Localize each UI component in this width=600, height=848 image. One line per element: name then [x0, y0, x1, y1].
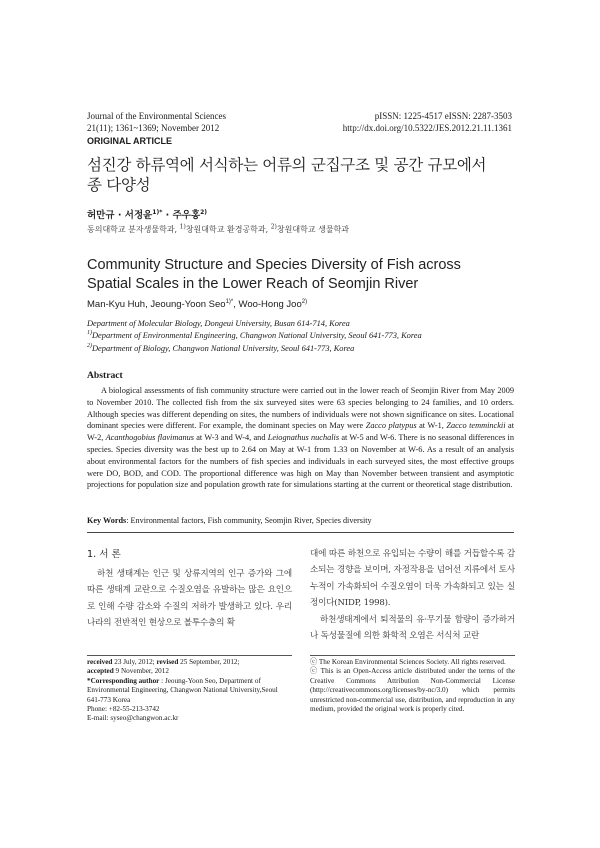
footnote-divider-left — [87, 655, 292, 656]
english-affil-2: Department of Biology, Changwon National University, Seoul 641-773, Korea — [92, 343, 355, 353]
korean-affil-1-sup: 1) — [179, 223, 186, 231]
korean-affiliations — [87, 224, 507, 235]
author-separator: · — [165, 210, 170, 221]
journal-header-left — [87, 111, 327, 134]
english-title — [87, 256, 517, 294]
author-separator: · — [117, 210, 122, 221]
korean-affil-1: 창원대학교 환경공학과, — [185, 225, 269, 234]
english-affil-2-sup: 2) — [87, 343, 92, 350]
species-name: Zacco platypus — [365, 421, 417, 431]
license-text: ⓒ This is an Open-Access article distributed under the terms of the Creative Commons Attribution Non-Commercial License (http://creativecommons.org/licenses/by-nc/3.0) which permits unrestricted non-commercial use, distribution, and reproduction in any medium, provided the original work is properly cited. — [310, 667, 515, 714]
english-author-3-sup: 2) — [301, 298, 308, 305]
species-name: Leiognathus nuchalis — [267, 433, 340, 443]
keywords-text: : Environmental factors, Fish community, Seomjin River, Species diversity — [126, 516, 372, 525]
phone: Phone: +82-55-213-3742 — [87, 705, 160, 714]
korean-title-line2: 종 다양성 — [87, 176, 151, 194]
korean-author-3: 주우홍 — [172, 210, 201, 221]
journal-header-right — [300, 111, 512, 134]
english-affil-1: Department of Environmental Engineering, Changwon National University, Seoul 641-773, Korea — [92, 331, 422, 341]
korean-affil-2: 창원대학교 생물학과 — [276, 225, 350, 234]
copyright-text: ⓒ The Korean Environmental Sciences Society. All rights reserved. — [310, 658, 506, 666]
abstract-body: A biological assessments of fish community structure were carried out in the lower reach of Seomjin River from May 2009 to November 2010. The collected fish from the six surveyed sites were 63 species belonging to 24 families, and 10 orders. Although species was different depending on sites, the numbers of individuals were not shown significance on sites. Locational dominant species were different. For example, the dominant species on May were Zacco platypus at W-1, Zacco temminckii at W-2, Acanthogobius flavimanus at W-3 and W-4, and Leiognathus nuchalis at W-5 and W-6. There is no seasonal differences in species. Species diversity was the best up to 2.64 on May at W-1 from 1.33 on November at W-6. As a result of an analysis about environmental factors for the numbers of fish species and individuals in each surveyed sites, the most effective groups were DO, BOD, and COD. The proportional difference was high on May than November between transient and asymptotic projections for population size and population growth rate for simulations starting at the current or theoretical stage distribution. — [87, 386, 515, 490]
species-name: Zacco temminckii — [446, 421, 506, 431]
english-title-line1: Community Structure and Species Diversity of Fish across — [87, 257, 461, 273]
footnote-left: received 23 July, 2012; revised 25 September, 2012; accepted 9 November, 2012 *Corresponding author : Jeoung-Yoon Seo, Department of Environmental Engineering, Changwon National University,Seoul 641-773 Korea Phone: +82-55-213-3742 E-mail: syseo@changwon.ac.kr — [87, 658, 292, 724]
korean-affil-0: 동의대학교 분자생물학과, — [87, 225, 178, 234]
article-type: ORIGINAL ARTICLE — [87, 136, 172, 146]
keywords-label: Key Words — [87, 516, 127, 525]
keywords — [87, 516, 517, 525]
abstract-divider — [87, 532, 514, 533]
intro-left-column: 하천 생태계는 인근 및 상류지역의 인구 증가와 그에 따른 생태계 교란으로 수질오염을 유발하는 많은 요인으로 인해 수량 감소와 수질의 저하가 발생하고 있다. 우리나라의 전반적인 현상으로 볼투수층의 확 — [87, 569, 292, 629]
korean-title — [87, 155, 517, 195]
species-name: Acanthogobius flavimanus — [105, 433, 195, 443]
corresponding-label: Corresponding author — [90, 676, 160, 685]
section-heading: 1. 서 론 — [87, 549, 121, 560]
journal-name: Journal of the Environmental Sciences — [87, 111, 226, 121]
korean-affil-2-sup: 2) — [270, 223, 277, 231]
footnote-right — [310, 658, 515, 714]
english-authors: Man-Kyu Huh, Jeoung-Yoon Seo$^{1)*}$, Woo-Hong Joo$^{2)}$ — [87, 298, 308, 310]
email[interactable]: E-mail: syseo@changwon.ac.kr — [87, 714, 179, 723]
english-author-1: Man-Kyu Huh, — [87, 299, 148, 310]
abstract-heading: Abstract — [87, 370, 123, 381]
korean-authors — [87, 207, 487, 221]
english-author-2: Jeoung-Yoon Seo — [150, 299, 226, 310]
intro-right-column: 대에 따른 하천으로 유입되는 수량이 해를 거듭할수록 감소되는 경향을 보이며, 자정작용을 넘어선 지류에서 토사누적이 가속화되어 수질오염이 더욱 가속화되고 있는 실정이다(NIDP, 1998). 하천생태계에서 퇴적물의 유·무기물 함량이 증가하거나 독성물질에 의한 화학적 오염은 서식처 교란 — [310, 549, 515, 642]
english-affil-1-sup: 1) — [87, 330, 92, 337]
issn: pISSN: 1225-4517 eISSN: 2287-3503 — [374, 111, 512, 121]
journal-volume: 21(11); 1361~1369; November 2012 — [87, 122, 220, 133]
korean-title-line1: 섬진강 하류역에 서식하는 어류의 군집구조 및 공간 규모에서 — [87, 156, 487, 174]
english-author-3: Woo-Hong Joo — [238, 299, 302, 310]
korean-author-2: 서정윤 — [124, 210, 153, 221]
korean-author-3-sup: 2) — [200, 208, 208, 216]
korean-author-2-sup: 1)* — [152, 208, 163, 216]
english-affiliations — [87, 318, 517, 355]
english-author-2-sup: 1)* — [225, 298, 234, 305]
korean-author-1: 허만규 — [87, 210, 115, 221]
english-affil-0: Department of Molecular Biology, Dongeui University, Busan 614-714, Korea — [87, 319, 350, 328]
doi-link[interactable]: http://dx.doi.org/10.5322/JES.2012.21.11.1361 — [342, 122, 512, 133]
footnote-divider-right — [310, 655, 515, 656]
english-title-line2: Spatial Scales in the Lower Reach of Seomjin River — [87, 276, 419, 292]
